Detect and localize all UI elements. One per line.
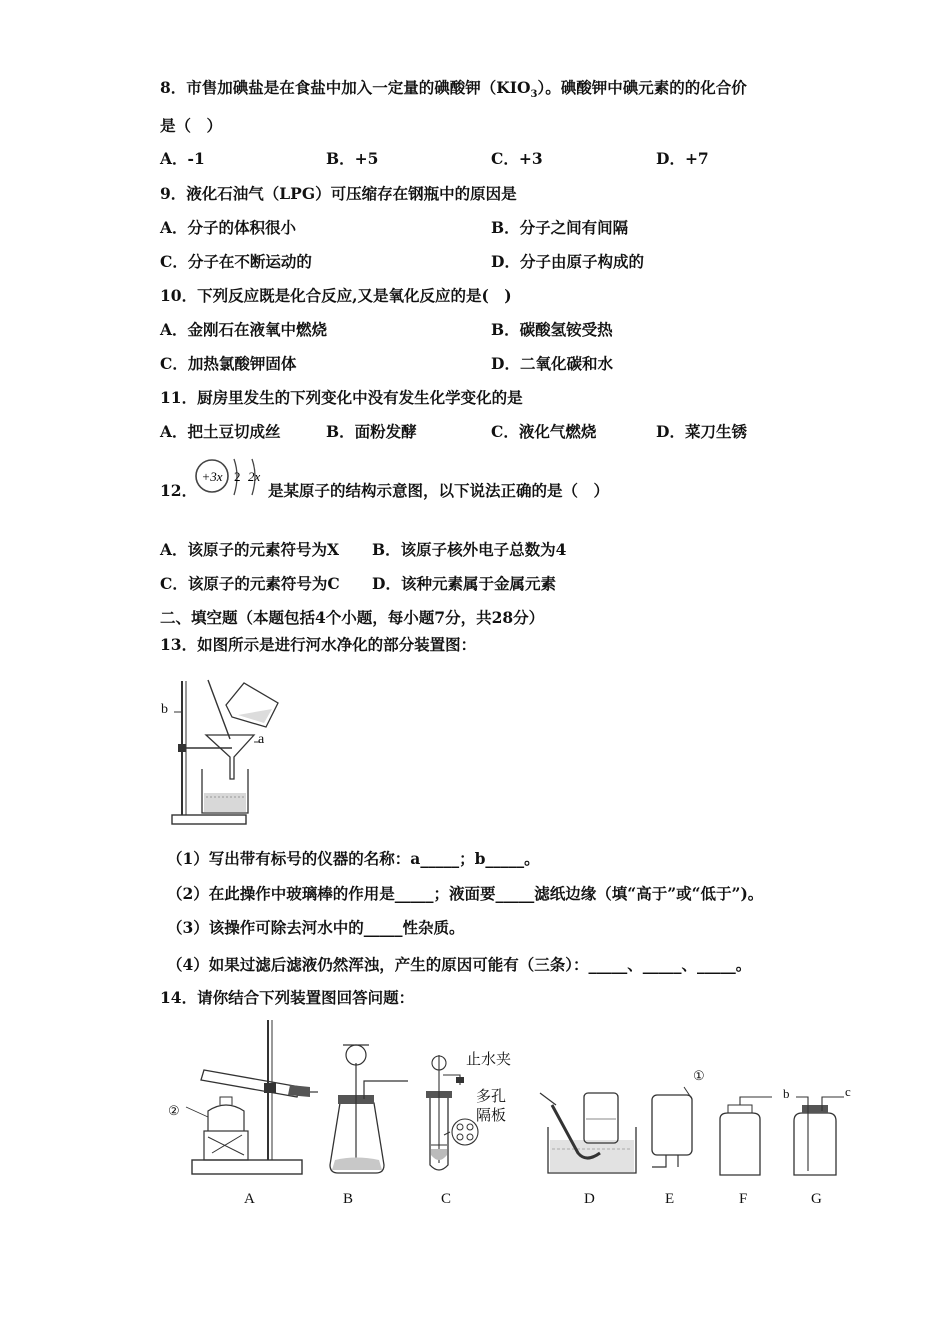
q13-sub3: （3）该操作可除去河水中的_____性杂质。 [167, 918, 465, 937]
label-g-c: c [845, 1084, 851, 1099]
atom-structure-diagram [190, 455, 270, 501]
q11-option-d: D．菜刀生锈 [656, 422, 747, 441]
q8-line2: 是（ ） [160, 116, 223, 135]
shell1-electrons: 2 [234, 469, 241, 484]
label-apparatus-a: A [244, 1191, 255, 1207]
q12-number: 12． [160, 481, 198, 500]
q11-option-b: B．面粉发酵 [326, 422, 417, 441]
apparatus-g [794, 1097, 844, 1175]
section-2-heading: 二、填空题（本题包括4个小题，每小题7分，共28分） [160, 608, 545, 627]
apparatus-f [720, 1097, 772, 1175]
q9-option-d: D．分子由原子构成的 [491, 252, 644, 271]
q12-stem: 是某原子的结构示意图，以下说法正确的是（ ） [268, 481, 610, 500]
q12-option-b: B．该原子核外电子总数为4 [372, 540, 567, 559]
label-stop-clamp: 止水夹 [466, 1050, 512, 1068]
q10-option-c: C．加热氯酸钾固体 [160, 354, 297, 373]
q8-option-d: D．+7 [656, 149, 709, 168]
q10-stem: 10．下列反应既是化合反应,又是氧化反应的是( ) [160, 286, 512, 305]
q8-line1: 8．市售加碘盐是在食盐中加入一定量的碘酸钾$(KIO_3)$。碘酸钾中碘元素的的化合价 [160, 78, 747, 101]
label-apparatus-f: F [739, 1191, 748, 1207]
label-a: a [258, 732, 265, 747]
label-circle-1: ① [693, 1068, 705, 1083]
label-porous-2: 隔板 [476, 1106, 507, 1124]
q13-sub1: （1）写出带有标号的仪器的名称：a_____；b_____。 [167, 849, 540, 868]
q11-option-a: A．把土豆切成丝 [160, 422, 281, 441]
q12-option-d: D．该种元素属于金属元素 [372, 574, 556, 593]
q11-stem: 11．厨房里发生的下列变化中没有发生化学变化的是 [160, 388, 523, 407]
apparatus-d [540, 1093, 636, 1173]
label-apparatus-c: C [441, 1191, 452, 1207]
label-porous-1: 多孔 [476, 1087, 507, 1105]
q9-option-a: A．分子的体积很小 [160, 218, 297, 237]
q12-option-a: A．该原子的元素符号为X [160, 540, 340, 559]
q13-stem: 13．如图所示是进行河水净化的部分装置图： [160, 635, 477, 654]
q8-option-a: A．-1 [160, 149, 205, 168]
apparatus-b [330, 1045, 408, 1173]
q9-option-b: B．分子之间有间隔 [491, 218, 629, 237]
q9-option-c: C．分子在不断运动的 [160, 252, 312, 271]
q12-option-c: C．该原子的元素符号为C [160, 574, 340, 593]
label-apparatus-g: G [811, 1191, 822, 1207]
label-g-b: b [783, 1086, 790, 1101]
q14-stem: 14．请你结合下列装置图回答问题： [160, 988, 415, 1007]
q8-option-b: B．+5 [326, 149, 379, 168]
shell2-electrons: 2x [248, 469, 261, 484]
q13-sub4: （4）如果过滤后滤液仍然浑浊，产生的原因可能有（三条）：_____、_____、_____。 [167, 955, 752, 974]
label-b: b [161, 702, 168, 717]
label-apparatus-e: E [665, 1191, 675, 1207]
nucleus-charge: +3x [201, 469, 223, 484]
filtration-apparatus-diagram [160, 675, 290, 830]
label-apparatus-d: D [584, 1191, 595, 1207]
q10-option-a: A．金刚石在液氧中燃烧 [160, 320, 328, 339]
q9-stem: 9．液化石油气（LPG）可压缩存在钢瓶中的原因是 [160, 184, 517, 203]
q13-sub2: （2）在此操作中玻璃棒的作用是_____；液面要_____滤纸边缘（填“高于”或“低于”)。 [167, 884, 764, 903]
apparatus-e [652, 1087, 692, 1167]
apparatus-c [426, 1055, 478, 1170]
q10-option-b: B．碳酸氢铵受热 [491, 320, 613, 339]
q8-option-c: C．+3 [491, 149, 543, 168]
q11-option-c: C．液化气燃烧 [491, 422, 597, 441]
lab-apparatus-diagram [160, 1015, 860, 1190]
q10-option-d: D．二氧化碳和水 [491, 354, 613, 373]
apparatus-a [186, 1020, 318, 1174]
label-apparatus-b: B [343, 1191, 354, 1207]
label-circle-2: ② [168, 1103, 180, 1118]
